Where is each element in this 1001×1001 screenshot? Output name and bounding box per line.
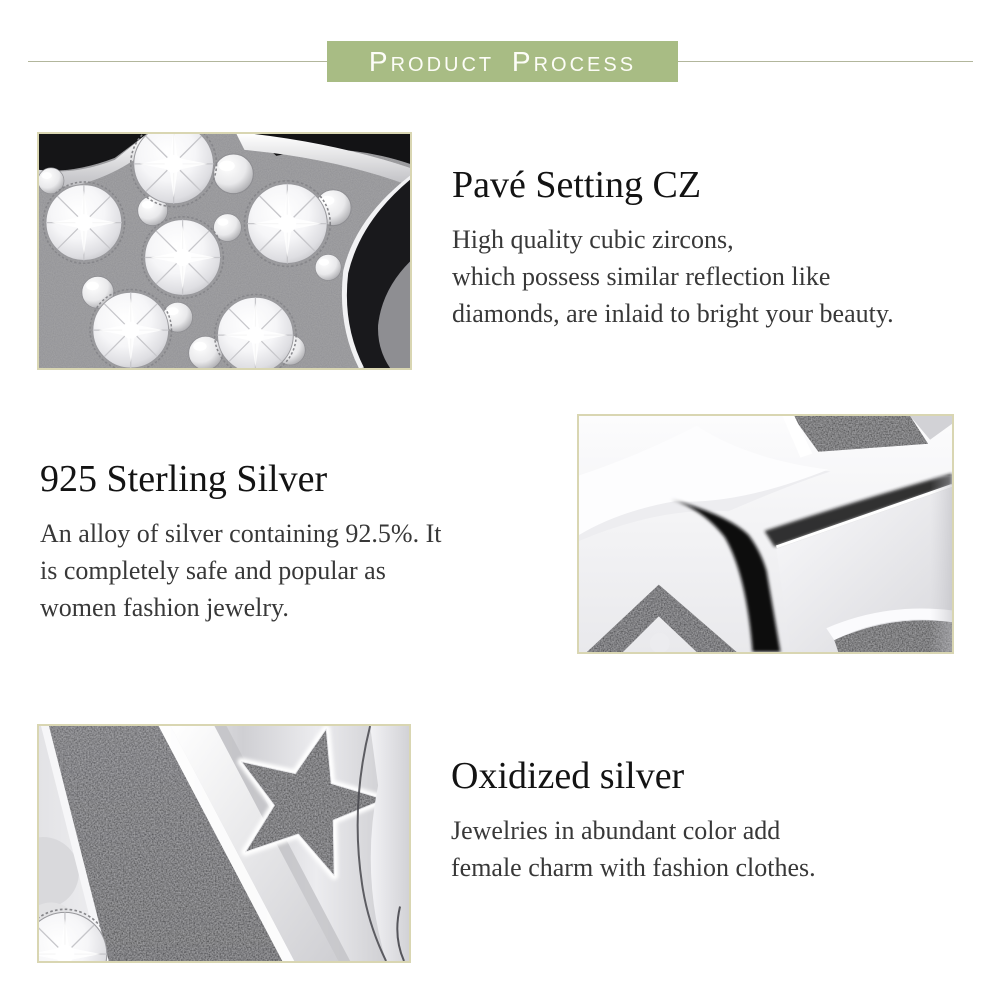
photo-frame-oxidized-star xyxy=(37,724,411,963)
body-line: women fashion jewelry. xyxy=(40,592,289,622)
body-line: Jewelries in abundant color add xyxy=(451,815,781,845)
body-line: is completely safe and popular as xyxy=(40,555,386,585)
oxidized-star-photo xyxy=(39,726,409,961)
section-pave-cz xyxy=(452,164,997,332)
pave-cz-photo xyxy=(39,134,410,368)
body-line: which possess similar reflection like xyxy=(452,261,831,291)
section-heading: Pavé Setting CZ xyxy=(452,164,702,206)
section-heading: Oxidized silver xyxy=(451,755,685,797)
product-process-banner xyxy=(327,41,678,82)
silver-star-photo xyxy=(579,416,952,652)
photo-frame-silver-star xyxy=(577,414,954,654)
section-heading: 925 Sterling Silver xyxy=(40,458,328,500)
body-line: High quality cubic zircons, xyxy=(452,224,734,254)
body-line: female charm with fashion clothes. xyxy=(451,852,816,882)
page-title: Product Process xyxy=(368,45,637,77)
section-sterling-silver xyxy=(40,458,545,626)
body-line: An alloy of silver containing 92.5%. It xyxy=(40,518,442,548)
photo-frame-pave-cz xyxy=(37,132,412,370)
section-oxidized-silver xyxy=(451,755,981,886)
body-line: diamonds, are inlaid to bright your beauty. xyxy=(452,298,894,328)
